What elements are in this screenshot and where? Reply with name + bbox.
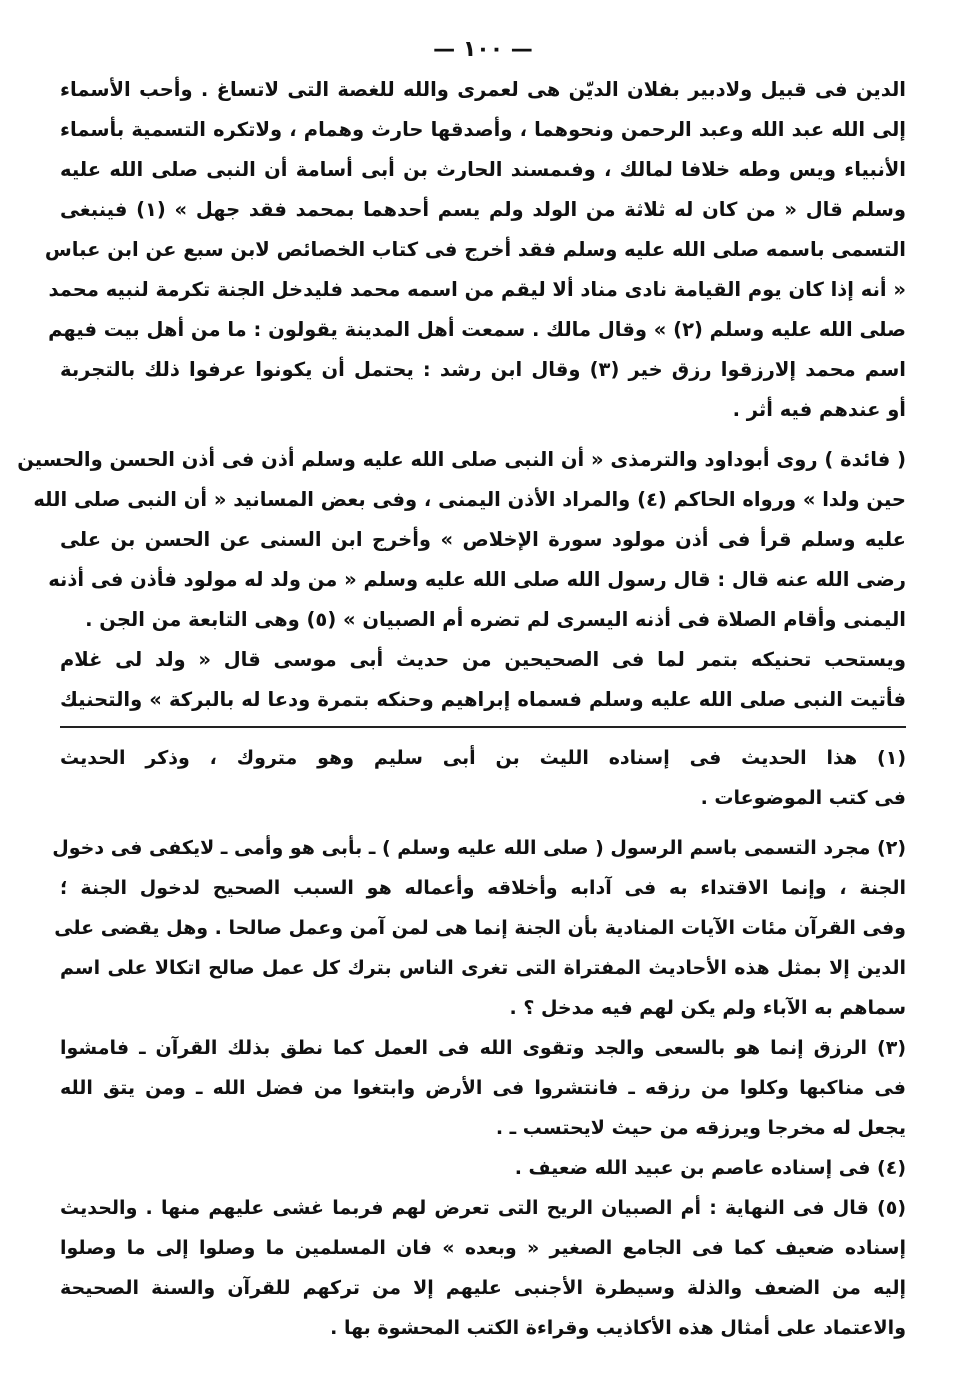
paragraph	[60, 640, 906, 720]
text-line: إلى الله عبد الله وعبد الرحمن ونحوهما ، وأصدقها حارث وهمام ، ولاتكره التسمية بأسماء	[60, 118, 906, 141]
text-line: اسم محمد إلارزقوا رزق خير (٣) وقال ابن رشد : يحتمل أن يكونوا عرفوا ذلك بالتجربة	[60, 358, 906, 381]
text-line: الدين فى قبيل ولادبير بفلان الديّن هى لعمرى والله للغصة التى لاتساغ . وأحب الأسماء	[60, 78, 906, 101]
footnote-divider	[60, 726, 906, 728]
footnote-line: فى كتب الموضوعات .	[700, 787, 906, 809]
footnote-line: يجعل له مخرجا ويرزقه من حيث لايحتسب ـ .	[495, 1117, 906, 1139]
footnote	[60, 1028, 906, 1148]
text-line: وسلم قال « من كان له ثلاثة من الولد ولم يسم أحدهما بمحمد فقد جهل » (١) فينبغى	[60, 198, 906, 221]
footnote	[60, 1148, 906, 1188]
footnote-line: سماهم به الآباء ولم يكن لهم فيه مدخل ؟ .	[509, 997, 906, 1019]
text-line: ويستحب تحنيكه بتمر لما فى الصحيحين من حديث أبى موسى قال « ولد لى غلام	[60, 648, 906, 671]
paragraph	[17, 440, 906, 640]
text-line: ( فائدة ) روى أبوداود والترمذى « أن النبى صلى الله عليه وسلم أذن فى أذن الحسن والحسين	[17, 448, 906, 471]
footnote-line: (٤) فى إسناده عاصم بن عبيد الله ضعيف .	[514, 1157, 906, 1179]
paragraph	[44, 70, 906, 430]
footnote	[60, 1188, 906, 1348]
footnotes	[52, 738, 906, 1348]
text-line: « أنه إذا كان يوم القيامة نادى مناد ألا ليقم من اسمه محمد فليدخل الجنة تكرمة لنبيه محمد	[48, 278, 906, 301]
footnote-line: (٣) الرزق إنما هو بالسعى والجد وتقوى الله فى العمل كما نطق بذلك القرآن ـ فامشوا	[60, 1037, 906, 1059]
footnote-line: الجنة ، وإنما الاقتداء به فى آدابه وأخلاقه وأعماله هو السبب الصحيح لدخول الجنة ؛	[60, 877, 906, 899]
text-line: عليه وسلم قرأ فى أذن مولود سورة الإخلاص » وأخرج ابن السنى عن الحسن بن على	[60, 528, 906, 551]
text-line: الأنبياء ويس وطه خلافا لمالك ، وفىمسند الحارث بن أبى أسامة أن النبى صلى الله عليه	[60, 158, 906, 181]
text-line: أو عندهم فيه أثر .	[732, 398, 906, 421]
text-line: التسمى باسمه صلى الله عليه وسلم فقد أخرج فى كتاب الخصائص لابن سبع عن ابن عباس	[44, 238, 906, 261]
text-line: حين ولدا » ورواه الحاكم (٤) والمراد الأذن اليمنى ، وفى بعض المسانيد « أن النبى صلى الله	[33, 488, 906, 511]
text-line: صلى الله عليه وسلم (٢) » وقال مالك . سمعت أهل المدينة يقولون : ما من أهل بيت فيهم	[48, 318, 906, 341]
footnote-line: (١) هذا الحديث فى إسناده الليث بن أبى سليم وهو متروك ، وذكر الحديث	[60, 747, 906, 769]
text-line: فأتيت النبى صلى الله عليه وسلم فسماه إبراهيم وحنكه بتمرة ودعا له بالبركة » والتحنيك	[60, 688, 906, 711]
footnote-line: الدين إلا بمثل هذه الأحاديث المفتراة التى تغرى الناس بترك كل عمل صالح اتكالا على اسم	[60, 957, 906, 979]
footnote-line: وفى القرآن مئات الآيات المنادية بأن الجنة إنما هى لمن آمن وعمل صالحا . وهل يقضى على	[54, 917, 906, 939]
footnote-line: إسناده ضعيف كما فى الجامع الصغير « وبعده » فان المسلمين ما وصلوا إلى ما وصلوا	[60, 1237, 906, 1259]
footnote	[52, 828, 906, 1028]
footnote-line: (٢) مجرد التسمى باسم الرسول ( صلى الله عليه وسلم ) ـ بأبى هو وأمى ـ لايكفى فى دخول	[52, 837, 906, 859]
footnote-line: والاعتماد على أمثال هذه الأكاذيب وقراءة الكتب المحشوة بها .	[330, 1317, 906, 1339]
footnote	[60, 738, 906, 818]
text-line: رضى الله عنه قال : قال رسول الله صلى الله عليه وسلم « من ولد له مولود فأذن فى أذنه	[48, 568, 906, 591]
main-text	[17, 70, 906, 720]
footnote-line: فى مناكبها وكلوا من رزقه ـ فانتشروا فى الأرض وابتغوا من فضل الله ـ ومن يتق الله	[60, 1077, 906, 1099]
page-number: — ١٠٠ —	[433, 37, 533, 62]
footnote-line: إليه من الضعف والذلة وسيطرة الأجنبى عليهم إلا من تركهم للقرآن والسنة الصحيحة	[60, 1277, 906, 1299]
book-page	[17, 30, 906, 1348]
text-line: اليمنى وأقام الصلاة فى أذنه اليسرى لم تضره أم الصبيان » (٥) وهى التابعة من الجن .	[85, 608, 906, 631]
footnote-line: (٥) قال فى النهاية : أم الصبيان الريح التى تعرض لهم فربما غشى عليهم منها . والحديث	[60, 1197, 906, 1219]
